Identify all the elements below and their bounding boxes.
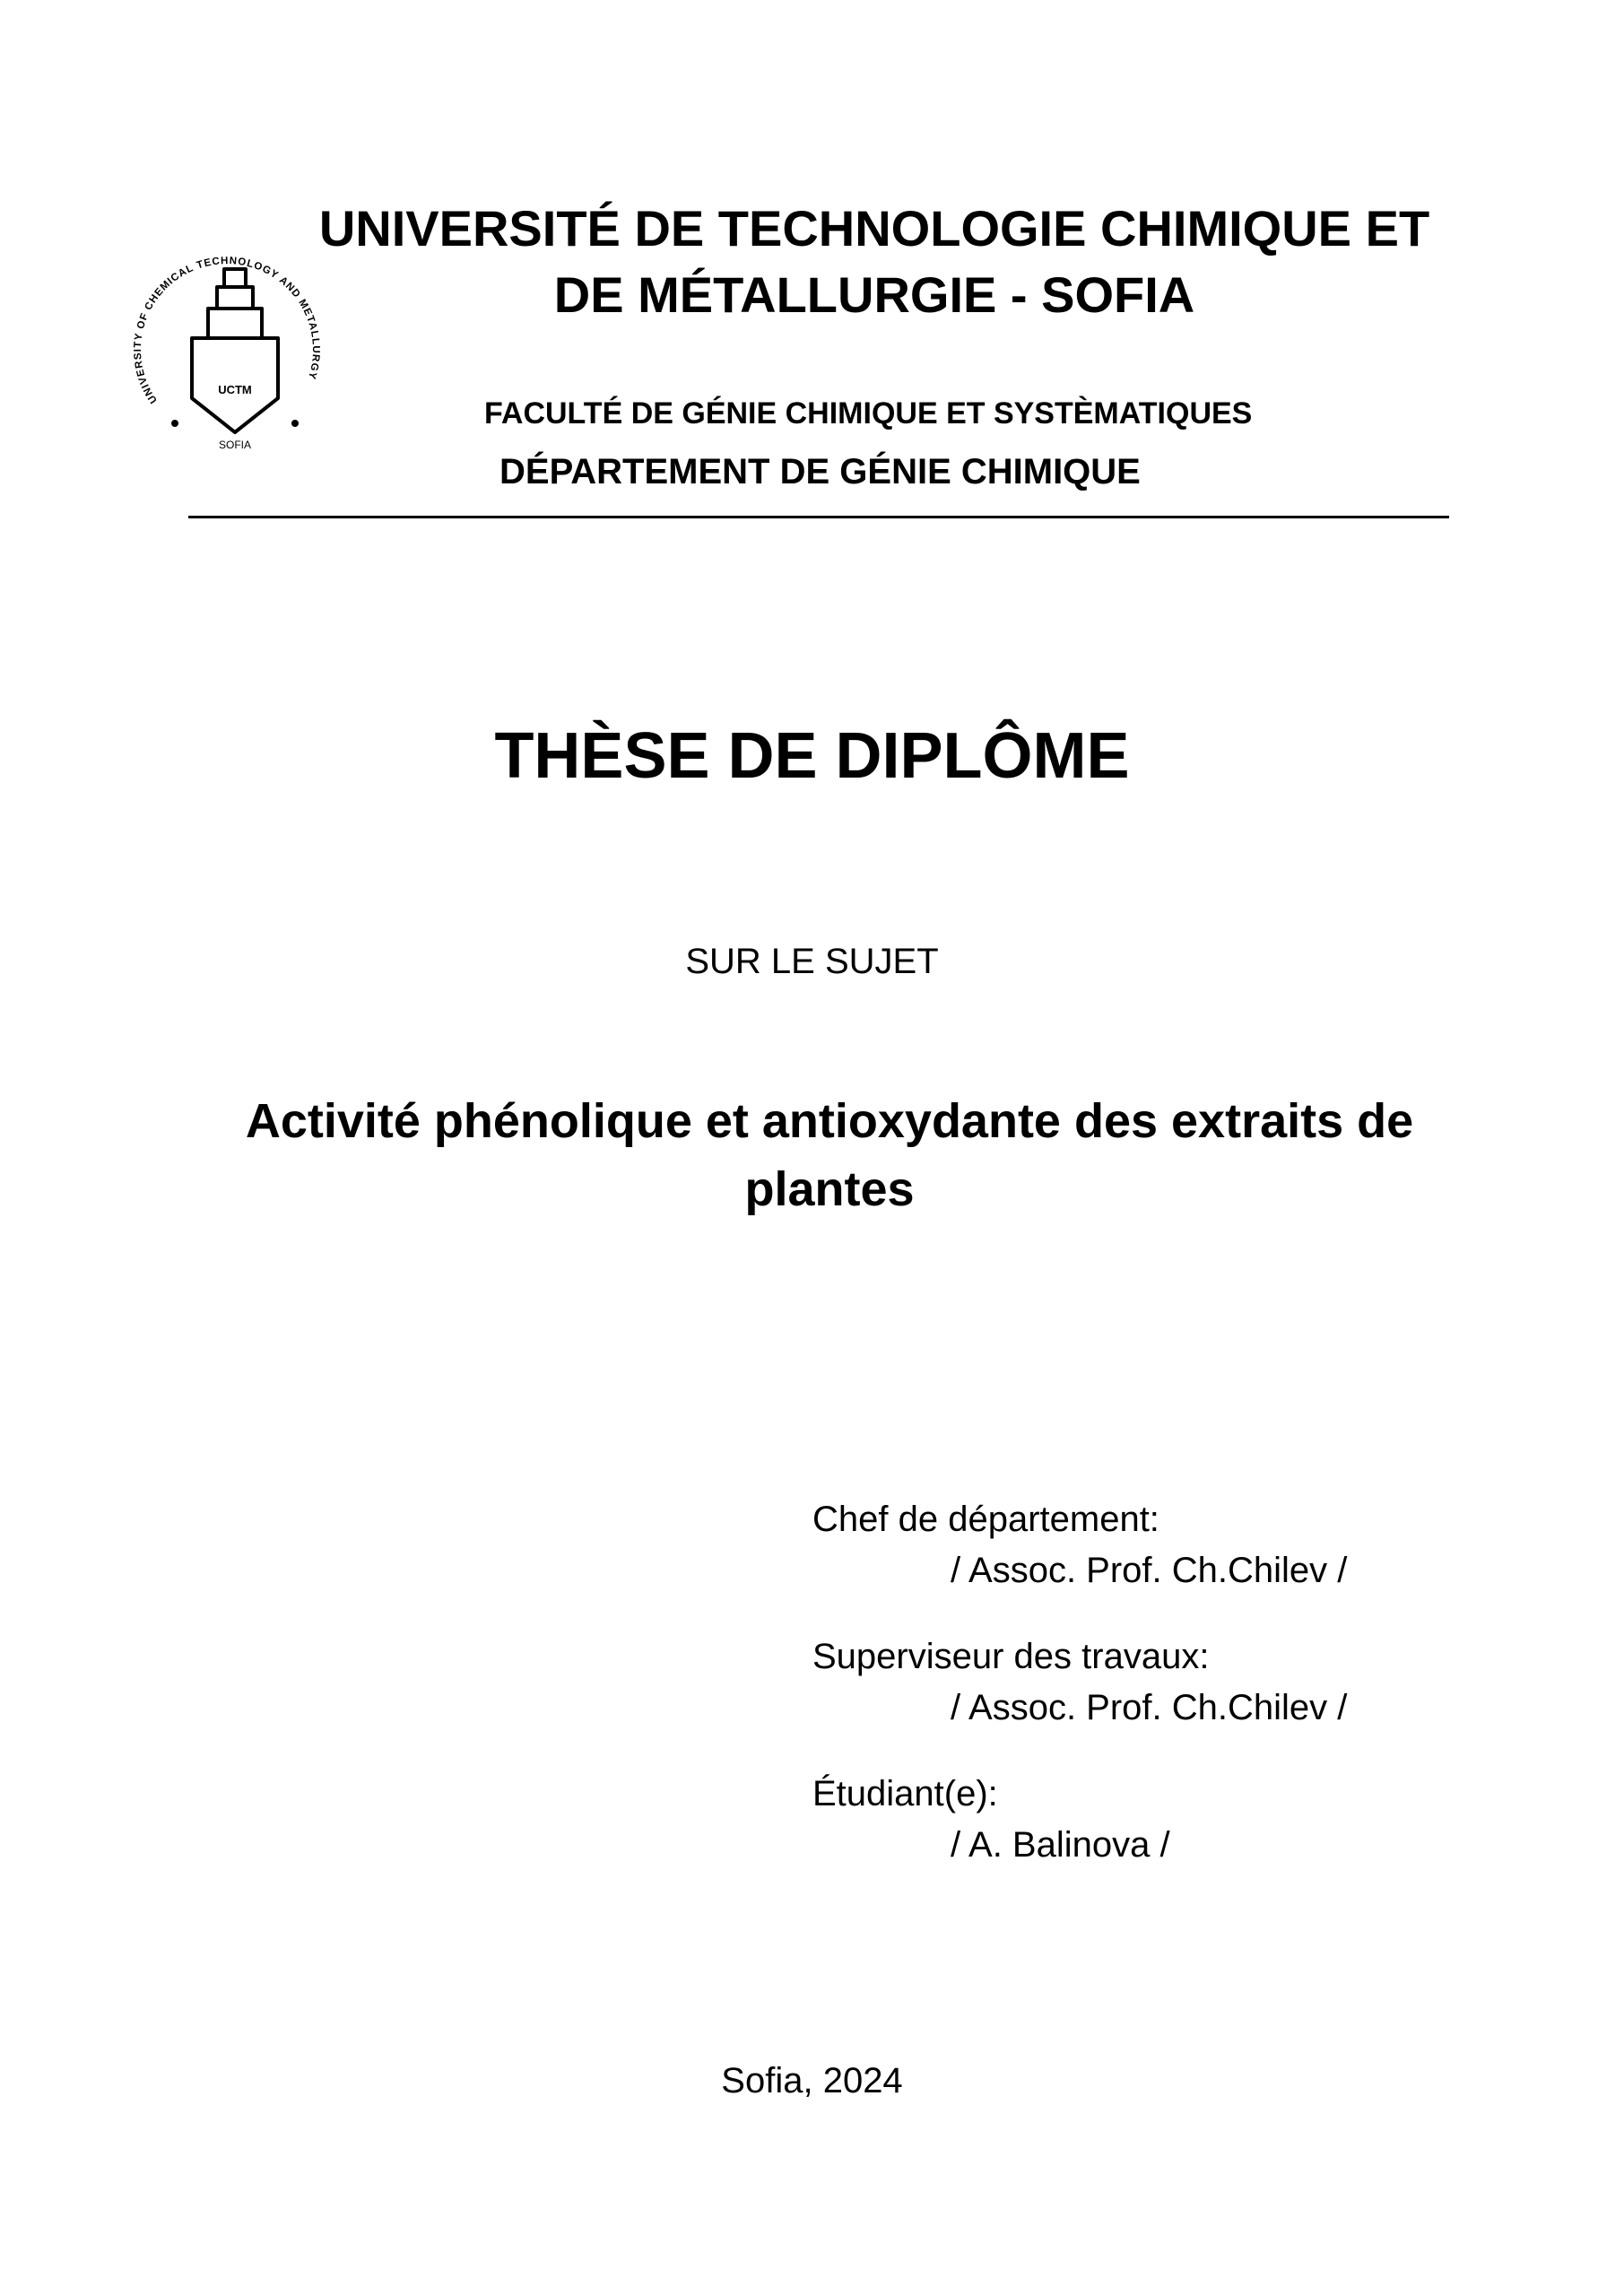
supervisor-name: / Assoc. Prof. Ch.Chilev / [951, 1688, 1348, 1727]
subject-title [215, 1087, 1444, 1223]
supervisor-label: Superviseur des travaux: [812, 1637, 1210, 1676]
logo-city: SOFIA [218, 439, 252, 451]
thesis-title: THÈSE DE DIPLÔME [494, 720, 1130, 792]
subject-title-line2: plantes [744, 1162, 915, 1216]
student-label: Étudiant(e): [812, 1774, 998, 1813]
subject-title-line1: Activité phénolique et antioxydante des extraits de [245, 1094, 1414, 1148]
subject-label: SUR LE SUJET [685, 942, 939, 981]
place-and-date: Sofia, 2024 [721, 2061, 903, 2100]
university-name [296, 196, 1453, 328]
student-name: / A. Balinova / [951, 1825, 1170, 1865]
university-name-line1: UNIVERSITÉ DE TECHNOLOGIE CHIMIQUE ET [318, 200, 1430, 257]
header-divider [188, 516, 1449, 518]
department-name: DÉPARTEMENT DE GÉNIE CHIMIQUE [499, 452, 1141, 491]
head-of-department-name: / Assoc. Prof. Ch.Chilev / [951, 1551, 1348, 1590]
head-of-department-label: Chef de département: [812, 1500, 1159, 1539]
university-name-line2: DE MÉTALLURGIE - SOFIA [553, 266, 1195, 323]
logo-ring-text: UNIVERSITY OF CHEMICAL TECHNOLOGY AND METALLURGY [132, 255, 322, 405]
faculty-name: FACULTÉ DE GÉNIE CHIMIQUE ET SYSTÈMATIQUES [484, 396, 1253, 430]
logo-abbreviation: UCTM [218, 383, 252, 396]
